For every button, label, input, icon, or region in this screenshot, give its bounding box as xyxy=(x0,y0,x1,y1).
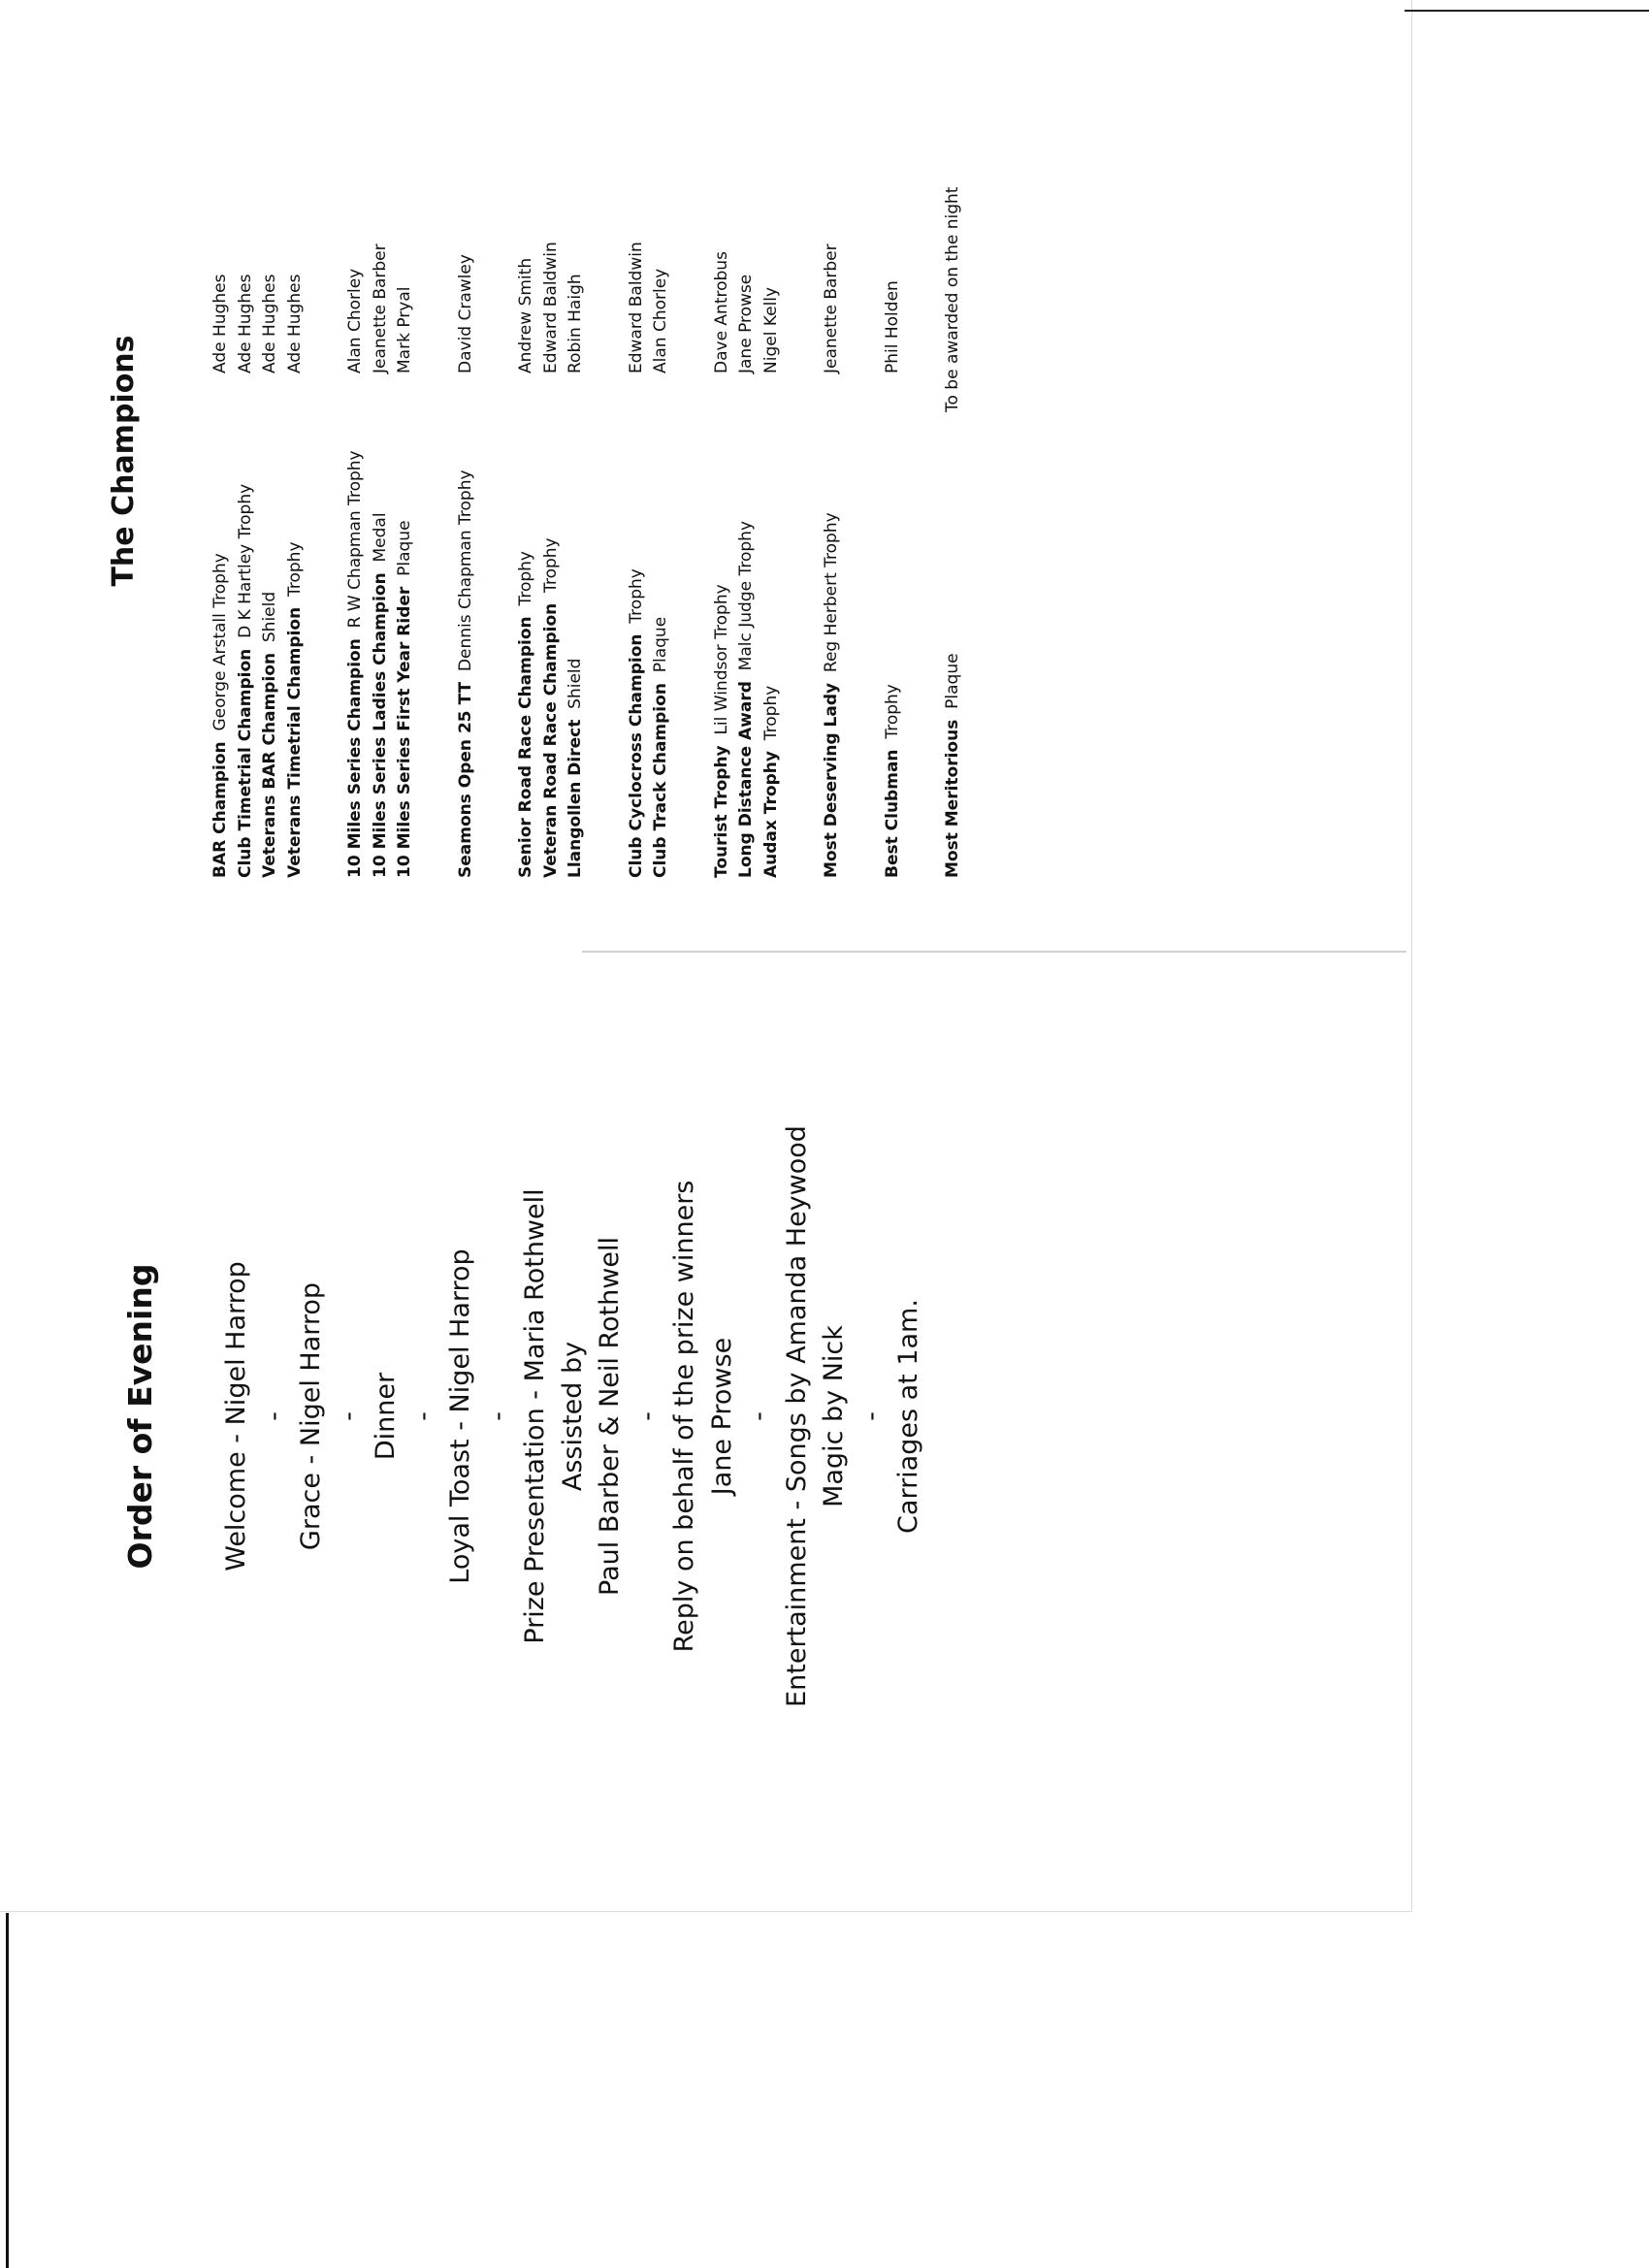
award-cell xyxy=(881,684,906,878)
separator-dash: - xyxy=(333,1411,364,1421)
trophy-name: Dennis Chapman Trophy xyxy=(455,470,475,672)
trophy-name: Plaque xyxy=(651,616,670,673)
award-name: Audax Trophy xyxy=(760,751,781,878)
trophy-name: Trophy xyxy=(882,684,902,739)
trophy-name: Trophy xyxy=(626,568,646,624)
trophy-name: Medal xyxy=(370,512,390,563)
award-name: Tourist Trophy xyxy=(711,745,731,878)
winner-name: Mark Pryal xyxy=(395,286,414,373)
award-row xyxy=(283,141,308,878)
award-cell xyxy=(760,686,785,878)
award-cell xyxy=(649,617,674,878)
award-row xyxy=(514,141,539,878)
winner-name: Ade Hughes xyxy=(210,274,230,373)
award-name: BAR Champion xyxy=(210,741,230,878)
order-item: Carriages at 1am. xyxy=(893,1299,923,1534)
order-item: Magic by Nick xyxy=(819,1325,849,1507)
order-item: Dinner xyxy=(371,1372,401,1461)
award-group xyxy=(514,141,589,878)
award-cell xyxy=(710,584,735,878)
winner-name: Jeanette Barber xyxy=(370,243,390,373)
award-row xyxy=(393,141,418,878)
award-name: 10 Miles Series Champion xyxy=(345,638,365,878)
award-group xyxy=(454,141,479,878)
award-row xyxy=(209,141,234,878)
trophy-name: Malc Judge Trophy xyxy=(736,520,756,671)
winner-name: David Crawley xyxy=(455,254,475,373)
award-name: Most Deserving Lady xyxy=(822,682,841,878)
trophy-name: Trophy xyxy=(284,541,305,598)
winner-name: Alan Chorley xyxy=(651,268,670,373)
separator-dash: - xyxy=(856,1411,887,1421)
award-cell xyxy=(369,512,394,878)
winner-name: Robin Haigh xyxy=(566,274,585,373)
trophy-name: Plaque xyxy=(395,520,414,576)
order-item: Assisted by xyxy=(557,1341,588,1492)
separator-dash: - xyxy=(258,1411,289,1421)
separator-dash: - xyxy=(631,1411,663,1421)
award-name: Most Meritorious xyxy=(943,719,962,878)
order-item: Reply on behalf of the prize winners xyxy=(669,1180,699,1653)
award-cell xyxy=(564,659,589,878)
order-item: Welcome - Nigel Harrop xyxy=(221,1261,251,1571)
trophy-name: Reg Herbert Trophy xyxy=(822,512,841,673)
winner-name: Nigel Kelly xyxy=(760,286,781,373)
champions-list xyxy=(209,141,966,878)
award-name: Senior Road Race Champion xyxy=(516,616,535,878)
winner-name: Edward Baldwin xyxy=(540,242,561,373)
award-cell xyxy=(209,553,234,878)
award-name: Best Clubman xyxy=(882,749,902,878)
champions-title: The Champions xyxy=(107,335,141,587)
order-item: Prize Presentation - Maria Rothwell xyxy=(520,1188,550,1644)
award-row xyxy=(820,141,845,878)
award-row xyxy=(539,141,565,878)
award-row xyxy=(564,141,589,878)
winner-name: Ade Hughes xyxy=(235,274,255,373)
winner-name: Alan Chorley xyxy=(345,268,365,373)
award-row xyxy=(258,141,283,878)
trophy-name: Trophy xyxy=(760,685,781,741)
award-cell xyxy=(258,592,283,878)
award-name: Long Distance Award xyxy=(736,681,756,878)
trophy-name: Plaque xyxy=(943,653,962,709)
award-row xyxy=(234,141,259,878)
award-cell xyxy=(514,551,539,878)
order-list xyxy=(218,960,928,1872)
award-row xyxy=(343,141,369,878)
award-row xyxy=(760,141,785,878)
winner-name: Dave Antrobus xyxy=(711,251,731,373)
award-group xyxy=(710,141,785,878)
order-title: Order of Evening xyxy=(121,1263,159,1570)
order-item: Entertainment - Songs by Amanda Heywood xyxy=(781,1125,812,1707)
award-name: Veterans Timetrial Champion xyxy=(284,606,305,878)
separator-dash: - xyxy=(744,1411,774,1421)
award-row xyxy=(881,141,906,878)
winner-name: Ade Hughes xyxy=(260,274,279,373)
award-cell xyxy=(393,520,418,878)
award-row xyxy=(734,141,760,878)
award-group xyxy=(209,141,307,878)
award-name: Veterans BAR Champion xyxy=(260,652,279,878)
fold-line xyxy=(582,951,1406,953)
award-name: Veteran Road Race Champion xyxy=(540,602,561,878)
order-item: Grace - Nigel Harrop xyxy=(296,1281,326,1551)
award-group xyxy=(343,141,418,878)
winner-name: Phil Holden xyxy=(882,280,902,373)
trophy-name: R W Chapman Trophy xyxy=(345,450,365,629)
scan-edge-line xyxy=(1405,10,1649,12)
award-cell xyxy=(625,568,650,878)
trophy-name: Shield xyxy=(566,658,585,709)
award-group xyxy=(881,141,906,878)
award-row xyxy=(625,141,650,878)
winner-name: Jane Prowse xyxy=(736,274,756,373)
award-cell xyxy=(941,653,966,878)
award-group xyxy=(625,141,674,878)
winner-name: Ade Hughes xyxy=(284,274,305,373)
winner-name: Jeanette Barber xyxy=(822,243,841,373)
award-row xyxy=(710,141,735,878)
order-item: Jane Prowse xyxy=(706,1337,737,1496)
award-cell xyxy=(820,512,845,878)
award-cell xyxy=(454,470,479,878)
separator-dash: - xyxy=(482,1411,513,1421)
award-name: Llangollen Direct xyxy=(566,719,585,878)
award-name: 10 Miles Series Ladies Champion xyxy=(370,572,390,878)
award-cell xyxy=(234,484,259,878)
award-row xyxy=(454,141,479,878)
award-name: Club Cyclocross Champion xyxy=(626,633,646,878)
award-row xyxy=(649,141,674,878)
trophy-name: George Arstall Trophy xyxy=(210,553,230,731)
winner-name: Edward Baldwin xyxy=(626,242,646,373)
trophy-name: D K Hartley Trophy xyxy=(235,483,255,638)
winner-name: To be awarded on the night xyxy=(943,186,962,412)
winner-name: Andrew Smith xyxy=(516,257,535,373)
award-name: Club Track Champion xyxy=(651,683,670,878)
award-row xyxy=(941,141,966,878)
trophy-name: Trophy xyxy=(540,537,561,593)
award-row xyxy=(369,141,394,878)
order-item: Loyal Toast - Nigel Harrop xyxy=(445,1248,475,1584)
award-group xyxy=(820,141,845,878)
separator-dash: - xyxy=(407,1411,438,1421)
trophy-name: Trophy xyxy=(516,551,535,606)
award-name: Seamons Open 25 TT xyxy=(455,681,475,878)
award-cell xyxy=(539,537,565,878)
trophy-name: Lil Windsor Trophy xyxy=(711,584,731,735)
award-cell xyxy=(343,450,369,878)
order-item: Paul Barber & Neil Rothwell xyxy=(595,1237,625,1596)
award-cell xyxy=(734,521,760,878)
award-cell xyxy=(283,541,308,878)
trophy-name: Shield xyxy=(260,591,279,643)
scan-edge-line xyxy=(6,1913,9,2268)
award-name: 10 Miles Series First Year Rider xyxy=(395,586,414,878)
award-group xyxy=(941,141,966,878)
award-name: Club Timetrial Champion xyxy=(235,648,255,878)
